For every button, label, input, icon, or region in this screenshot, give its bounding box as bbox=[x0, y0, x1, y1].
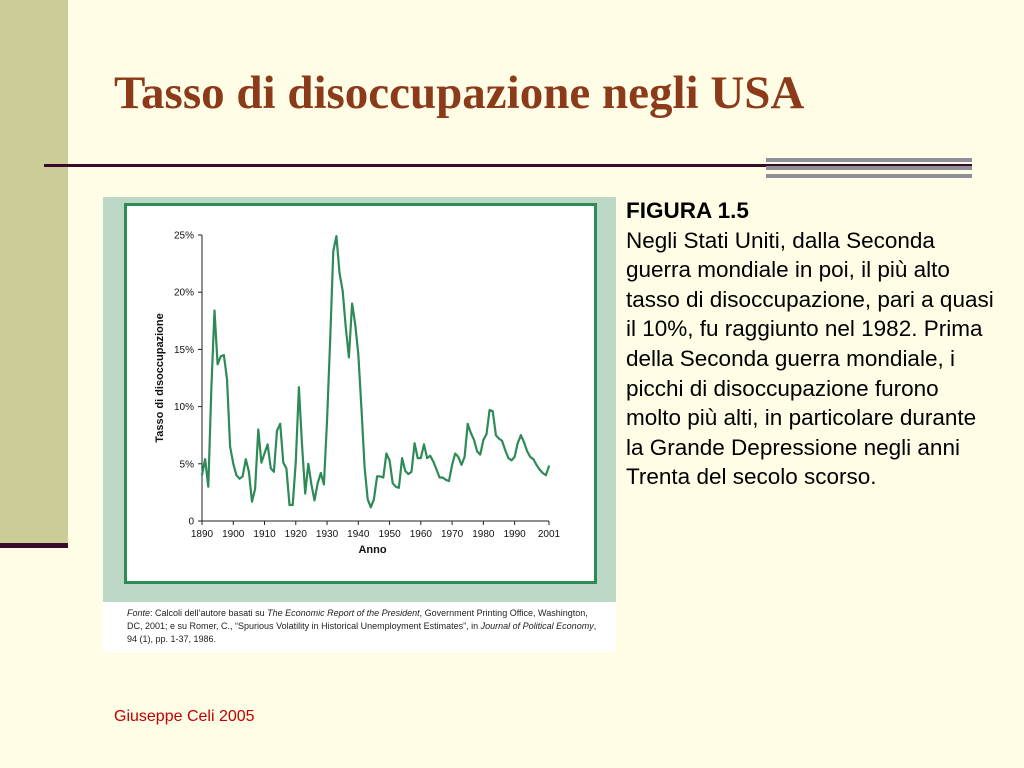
data-point bbox=[326, 421, 328, 423]
data-point bbox=[382, 477, 384, 479]
data-point bbox=[345, 327, 347, 329]
figure-panel bbox=[103, 197, 616, 652]
data-point bbox=[457, 456, 459, 458]
data-point bbox=[536, 464, 538, 466]
data-point bbox=[304, 493, 306, 495]
data-point bbox=[423, 444, 425, 446]
data-point bbox=[351, 303, 353, 305]
data-point bbox=[348, 357, 350, 359]
data-point bbox=[261, 462, 263, 464]
data-point bbox=[464, 456, 466, 458]
data-point bbox=[523, 441, 525, 443]
data-point bbox=[332, 250, 334, 252]
data-point bbox=[492, 410, 494, 412]
data-point bbox=[379, 476, 381, 478]
source-text-3: , 94 (1), pp. 1-37, 1986. bbox=[127, 621, 597, 644]
data-point bbox=[236, 474, 238, 476]
data-point bbox=[461, 464, 463, 466]
data-point bbox=[498, 438, 500, 440]
data-point bbox=[414, 442, 416, 444]
x-tick-label: 1990 bbox=[503, 529, 526, 540]
data-point bbox=[495, 434, 497, 436]
data-point bbox=[204, 458, 206, 460]
data-point bbox=[295, 461, 297, 463]
data-point bbox=[223, 354, 225, 356]
data-point bbox=[508, 457, 510, 459]
slide-title: Tasso di disoccupazione negli USA bbox=[114, 67, 805, 119]
data-point bbox=[276, 430, 278, 432]
x-tick-label: 1910 bbox=[253, 529, 276, 540]
x-tick-label: 1890 bbox=[190, 529, 214, 540]
data-point bbox=[426, 457, 428, 459]
data-point bbox=[511, 460, 513, 462]
data-point bbox=[251, 501, 253, 503]
data-point bbox=[320, 472, 322, 474]
source-text-2: , Government Printing Office, Washington, DC, 2001; e su Romer, C., “Spurious Volatility in Historical Unemployment Estimates”, in bbox=[127, 608, 588, 631]
data-point bbox=[336, 235, 338, 237]
data-point bbox=[214, 310, 216, 312]
data-point bbox=[286, 468, 288, 470]
footer-author: Giuseppe Celi 2005 bbox=[114, 708, 255, 725]
data-point bbox=[217, 363, 219, 365]
left-accent-band bbox=[0, 0, 68, 548]
data-point bbox=[545, 474, 547, 476]
y-tick-label: 0 bbox=[188, 516, 194, 528]
data-point bbox=[270, 468, 272, 470]
data-point bbox=[467, 423, 469, 425]
data-point bbox=[417, 457, 419, 459]
data-point bbox=[486, 433, 488, 435]
x-tick-label: 1930 bbox=[315, 529, 339, 540]
data-point bbox=[282, 462, 284, 464]
data-point bbox=[314, 500, 316, 502]
data-point bbox=[501, 440, 503, 442]
data-point bbox=[361, 407, 363, 409]
y-axis-title: Tasso di disoccupazione bbox=[154, 313, 166, 443]
x-tick-label: 1950 bbox=[378, 529, 401, 540]
unemployment-chart bbox=[103, 197, 616, 602]
data-point bbox=[514, 456, 516, 458]
data-point bbox=[239, 478, 241, 480]
data-point bbox=[470, 432, 472, 434]
data-point bbox=[407, 473, 409, 475]
source-title-1: The Economic Report of the President bbox=[267, 608, 420, 618]
caption-text: Negli Stati Uniti, dalla Seconda guerra mondiale in poi, il più alto tasso di disoccupazione, pari a quasi il 10%, fu raggiunto nel 1982. Prima della Seconda guerra mondiale, i picchi di disoccupazione furono molto più alti, in particolare durante la Grande Depressione negli anni Trenta del secolo scorso. bbox=[626, 227, 994, 490]
data-point bbox=[451, 464, 453, 466]
data-point bbox=[504, 449, 506, 451]
data-point bbox=[386, 453, 388, 455]
data-point bbox=[211, 386, 213, 388]
data-point bbox=[311, 484, 313, 486]
data-point bbox=[370, 506, 372, 508]
data-point bbox=[439, 477, 441, 479]
data-point bbox=[526, 450, 528, 452]
data-point bbox=[267, 444, 269, 446]
left-accent-rule bbox=[0, 543, 68, 548]
data-point bbox=[364, 466, 366, 468]
data-point bbox=[454, 453, 456, 455]
data-point bbox=[401, 457, 403, 459]
data-point bbox=[533, 458, 535, 460]
data-point bbox=[279, 423, 281, 425]
data-point bbox=[357, 353, 359, 355]
data-point bbox=[367, 498, 369, 500]
data-point bbox=[254, 488, 256, 490]
source-text-1: : Calcoli dell’autore basati su bbox=[150, 608, 268, 618]
data-point bbox=[339, 272, 341, 274]
data-point bbox=[442, 477, 444, 479]
data-point bbox=[317, 482, 319, 484]
x-tick-label: 1970 bbox=[440, 529, 464, 540]
data-point bbox=[539, 469, 541, 471]
data-point bbox=[229, 446, 231, 448]
data-point bbox=[248, 471, 250, 473]
data-point bbox=[436, 469, 438, 471]
data-point bbox=[292, 504, 294, 506]
data-point bbox=[473, 439, 475, 441]
data-point bbox=[483, 439, 485, 441]
data-point bbox=[411, 471, 413, 473]
source-title-2: Journal of Political Economy bbox=[480, 621, 594, 631]
data-point bbox=[395, 486, 397, 488]
series-line-0 bbox=[202, 236, 549, 507]
data-point bbox=[323, 484, 325, 486]
data-point bbox=[264, 453, 266, 455]
data-point bbox=[207, 486, 209, 488]
data-point bbox=[373, 498, 375, 500]
data-point bbox=[298, 386, 300, 388]
data-point bbox=[448, 480, 450, 482]
figure-caption bbox=[626, 196, 998, 492]
y-tick-label: 25% bbox=[173, 230, 194, 242]
data-point bbox=[273, 471, 275, 473]
data-point bbox=[476, 450, 478, 452]
data-point bbox=[398, 487, 400, 489]
caption-heading: FIGURA 1.5 bbox=[626, 198, 749, 223]
data-point bbox=[307, 463, 309, 465]
data-point bbox=[257, 429, 259, 431]
source-note bbox=[127, 607, 597, 646]
data-point bbox=[226, 378, 228, 380]
data-point bbox=[354, 323, 356, 325]
x-tick-label: 1940 bbox=[347, 529, 370, 540]
data-point bbox=[542, 472, 544, 474]
data-point bbox=[432, 461, 434, 463]
data-point bbox=[517, 442, 519, 444]
y-tick-label: 15% bbox=[173, 344, 194, 356]
y-tick-label: 5% bbox=[179, 459, 194, 471]
x-tick-label: 1980 bbox=[472, 529, 495, 540]
data-point bbox=[376, 476, 378, 478]
data-point bbox=[389, 460, 391, 462]
data-point bbox=[301, 444, 303, 446]
title-divider-bars bbox=[766, 158, 972, 178]
data-point bbox=[220, 355, 222, 357]
source-label: Fonte bbox=[127, 608, 151, 618]
data-point bbox=[329, 338, 331, 340]
y-tick-label: 20% bbox=[173, 287, 194, 299]
data-point bbox=[242, 476, 244, 478]
y-tick-label: 10% bbox=[173, 402, 194, 414]
x-tick-label: 1960 bbox=[409, 529, 432, 540]
data-point bbox=[232, 463, 234, 465]
data-point bbox=[245, 458, 247, 460]
data-point bbox=[548, 465, 550, 467]
x-tick-label: 2001 bbox=[537, 529, 561, 540]
x-tick-label: 1920 bbox=[284, 529, 307, 540]
x-tick-label: 1900 bbox=[222, 529, 245, 540]
data-point bbox=[404, 470, 406, 472]
data-point bbox=[429, 455, 431, 457]
x-axis-title: Anno bbox=[358, 544, 387, 556]
data-point bbox=[489, 409, 491, 411]
data-point bbox=[445, 479, 447, 481]
data-point bbox=[529, 456, 531, 458]
data-point bbox=[289, 504, 291, 506]
data-point bbox=[392, 482, 394, 484]
data-point bbox=[479, 454, 481, 456]
data-point bbox=[520, 434, 522, 436]
data-point bbox=[420, 457, 422, 459]
data-point bbox=[342, 290, 344, 292]
data-point bbox=[201, 474, 203, 476]
